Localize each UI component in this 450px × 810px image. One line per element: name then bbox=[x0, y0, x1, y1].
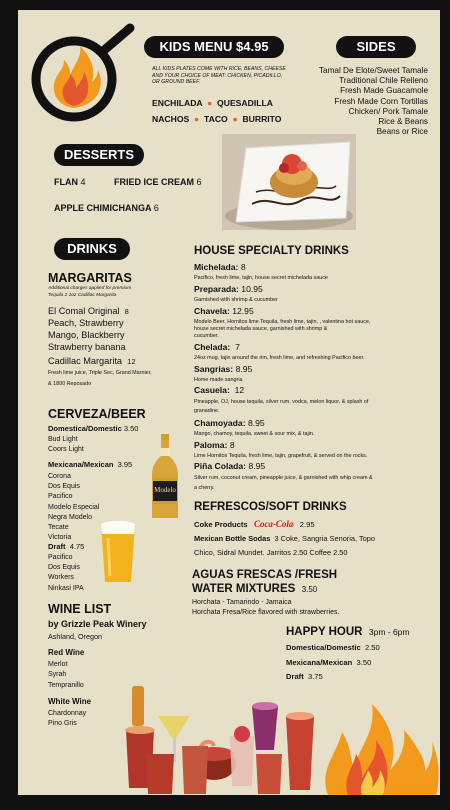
beer-item: Tecate bbox=[48, 524, 69, 532]
draft-beer-label: Draft 4.75 bbox=[48, 542, 85, 551]
house-item-michelada: Michelada: 8 bbox=[194, 262, 246, 272]
house-item-chamoyada: Chamoyada: 8.95 bbox=[194, 418, 265, 428]
house-item-preparada: Preparada: 10.95 bbox=[194, 284, 263, 294]
aguas-horchata-fresa: Horchata Fresa/Rice flavored with strawberries. bbox=[192, 609, 340, 616]
house-item-description: a cherry. bbox=[194, 485, 215, 491]
kids-item-nachos: NACHOS bbox=[152, 114, 190, 124]
red-wine-title: Red Wine bbox=[48, 648, 85, 657]
kids-item-burrito: BURRITO bbox=[242, 114, 282, 124]
kids-menu-row-2 bbox=[152, 114, 281, 124]
house-item-description: house secret michelada sauce, garnished with shrimp & bbox=[194, 326, 328, 332]
margarita-el-comal: El Comal Original 8 bbox=[48, 306, 129, 316]
bottle-label: Modelo bbox=[154, 486, 176, 494]
sides-title: SIDES bbox=[336, 36, 416, 58]
drinks-title: DRINKS bbox=[54, 238, 130, 260]
flame-graphic-icon bbox=[318, 660, 440, 795]
kids-menu-row-1 bbox=[152, 98, 273, 108]
house-item-description: Home made sangria bbox=[194, 377, 243, 383]
aguas-frescas-title: AGUAS FRESCAS /FRESH bbox=[192, 569, 338, 581]
dessert-fried-ice-cream: FRIED ICE CREAM 6 bbox=[114, 177, 202, 187]
house-item-casuela: Casuela: 12 bbox=[194, 385, 245, 395]
beer-item: Ninkasi IPA bbox=[48, 584, 84, 592]
house-specialty-title: HOUSE SPECIALTY DRINKS bbox=[194, 245, 349, 257]
beer-glass-image bbox=[98, 520, 138, 586]
red-wine-list bbox=[48, 660, 84, 691]
sides-item: Rice & Beans bbox=[378, 117, 428, 127]
margarita-flavor: Strawberry banana bbox=[48, 342, 126, 352]
sides-item: Fresh Made Guacamole bbox=[340, 86, 428, 96]
beer-item: Pacifico bbox=[48, 554, 73, 561]
kids-menu-note: ALL KIDS PLATES COME WITH RICE, BEANS, CHEESE AND YOUR CHOICE OF MEAT: CHICKEN, PICADILLO, OR GROUND BEEF. bbox=[152, 66, 286, 86]
kids-item-quesadilla: QUESADILLA bbox=[217, 98, 273, 108]
margarita-flavor: Peach, Strawberry bbox=[48, 318, 124, 328]
dessert-flan: FLAN 4 bbox=[54, 177, 86, 187]
beer-item: Dos Equis bbox=[48, 564, 80, 572]
house-item-sangrias: Sangrias: 8.95 bbox=[194, 364, 253, 374]
happy-hour-domestic: Domestica/Domestic 2.50 bbox=[286, 643, 380, 652]
white-wine-title: White Wine bbox=[48, 697, 92, 706]
beer-item: Pacifico bbox=[48, 493, 73, 501]
beer-item: Workers bbox=[48, 574, 74, 582]
desserts-title: DESSERTS bbox=[54, 144, 144, 166]
mexican-sodas-row: Mexican Bottle Sodas 3 Coke, Sangria Senoria, Topo bbox=[194, 534, 376, 543]
margaritas-note: Tequila 2 1oz Cadillac Margarita bbox=[48, 293, 117, 298]
beer-item: Corona bbox=[48, 473, 71, 480]
wine-item: Syrah bbox=[48, 671, 67, 679]
dessert-photo-image bbox=[222, 134, 356, 230]
coca-cola-logo: Coca-Cola bbox=[253, 519, 294, 529]
kids-item-taco: TACO bbox=[204, 114, 228, 124]
draft-beer-list bbox=[48, 553, 84, 594]
house-item-description: Pineapple, OJ, house tequila, silver rum, vodca, melon liquor, & splash of bbox=[194, 399, 369, 405]
margaritas-note: Additional charges applied for premium bbox=[48, 286, 132, 291]
sides-list bbox=[284, 66, 428, 137]
house-item-description: Garnished with shrimp & cucumber bbox=[194, 297, 278, 303]
sides-item: Chicken/ Pork Tamale bbox=[348, 106, 428, 116]
aguas-flavors: Horchata - Tamarindo - Jamaica bbox=[192, 599, 292, 606]
beer-item: Dos Equis bbox=[48, 483, 80, 491]
kids-menu-title: KIDS MENU $4.95 bbox=[144, 36, 284, 58]
house-item-chavela: Chavela: 12.95 bbox=[194, 306, 254, 316]
happy-hour-mexican: Mexicana/Mexican 3.50 bbox=[286, 658, 372, 667]
happy-hour-title: HAPPY HOUR 3pm - 6pm bbox=[286, 626, 410, 638]
beer-item: Coors Light bbox=[48, 446, 84, 453]
beer-item: Bud Light bbox=[48, 436, 78, 443]
wine-item: Pino Gris bbox=[48, 720, 77, 728]
house-item-pina-colada: Piña Colada: 8.95 bbox=[194, 461, 266, 471]
sides-item: Fresh Made Corn Tortillas bbox=[334, 96, 428, 106]
house-item-description: Mango, chamoy, tequila, sweet & sour mix, & tajin. bbox=[194, 431, 315, 437]
winery-location: Ashland, Oregon bbox=[48, 632, 102, 641]
sides-item: Tamal De Elote/Sweet Tamale bbox=[318, 66, 428, 75]
refrescos-title: REFRESCOS/SOFT DRINKS bbox=[194, 501, 347, 513]
cadillac-description: Fresh lime juice, Triple Sec, Grand Marnier, bbox=[48, 370, 152, 376]
house-item-description: Lime Hornitos Tequila, fresh lime, tajin, grapefruit, & served on the rocks. bbox=[194, 453, 368, 459]
wine-item: Merlot bbox=[48, 661, 68, 668]
beer-item: Negra Modelo bbox=[48, 513, 92, 521]
house-item-chelada: Chelada: 7 bbox=[194, 342, 240, 352]
wine-item: Chardonnay bbox=[48, 710, 87, 717]
house-item-description: cucumber. bbox=[194, 333, 219, 339]
cadillac-description: & 1800 Reposado bbox=[48, 381, 92, 387]
bullet-icon: ● bbox=[191, 114, 202, 124]
bullet-icon: ● bbox=[204, 98, 215, 108]
house-item-description: Pacifico, fresh lime, tajin, house secret michelada sauce bbox=[194, 275, 328, 281]
mexican-beer-list bbox=[48, 472, 99, 543]
sides-item: Traditional Chile Relleno bbox=[339, 76, 428, 86]
winery-name: by Grizzle Peak Winery bbox=[48, 619, 147, 629]
cocktails-photo-image bbox=[118, 676, 328, 795]
wine-list-title: WINE LIST bbox=[48, 602, 112, 616]
sides-item: Beans or Rice bbox=[376, 127, 428, 137]
dessert-apple-chimichanga: APPLE CHIMICHANGA 6 bbox=[54, 203, 159, 213]
white-wine-list bbox=[48, 709, 86, 730]
domestic-beer-label: Domestica/Domestic 3.50 bbox=[48, 424, 139, 433]
beer-item: Modelo Especial bbox=[48, 503, 100, 511]
margarita-flavor: Mango, Blackberry bbox=[48, 330, 125, 340]
house-item-description: 24oz mug, tajin around the rim, fresh lime, and refreshing Pacifico beer. bbox=[194, 355, 365, 361]
margarita-cadillac: Cadillac Margarita 12 bbox=[48, 356, 136, 366]
sodas-coffee-row: Chico, Sidral Mundet. Jarritos 2.50 Coffee 2.50 bbox=[194, 548, 348, 557]
margaritas-title: MARGARITAS bbox=[48, 271, 132, 285]
menu-panel bbox=[18, 10, 440, 795]
cerveza-title: CERVEZA/BEER bbox=[48, 407, 146, 421]
kids-item-enchilada: ENCHILADA bbox=[152, 98, 203, 108]
wine-item: Tempranillo bbox=[48, 681, 84, 689]
house-item-description: Modelo Beer, Hornitos lime Tequila, fresh lime, tajin, , valentina hot sauce, bbox=[194, 319, 371, 325]
coke-products-row: Coke Products Coca-Cola 2.95 bbox=[194, 519, 315, 529]
house-item-description: Silver rum, coconut cream, pineapple juice, & garnished with whip cream & bbox=[194, 475, 373, 481]
aguas-frescas-title-2: WATER MIXTURES 3.50 bbox=[192, 583, 318, 595]
bullet-icon: ● bbox=[230, 114, 241, 124]
house-item-paloma: Paloma: 8 bbox=[194, 440, 235, 450]
beer-bottle-image bbox=[150, 434, 180, 520]
beer-item: Victoria bbox=[48, 534, 72, 542]
house-item-description: granadine. bbox=[194, 408, 220, 414]
happy-hour-draft: Draft 3.75 bbox=[286, 672, 323, 681]
pan-flame-logo-icon bbox=[26, 22, 138, 124]
mexican-beer-label: Mexicana/Mexican 3.95 bbox=[48, 460, 133, 469]
